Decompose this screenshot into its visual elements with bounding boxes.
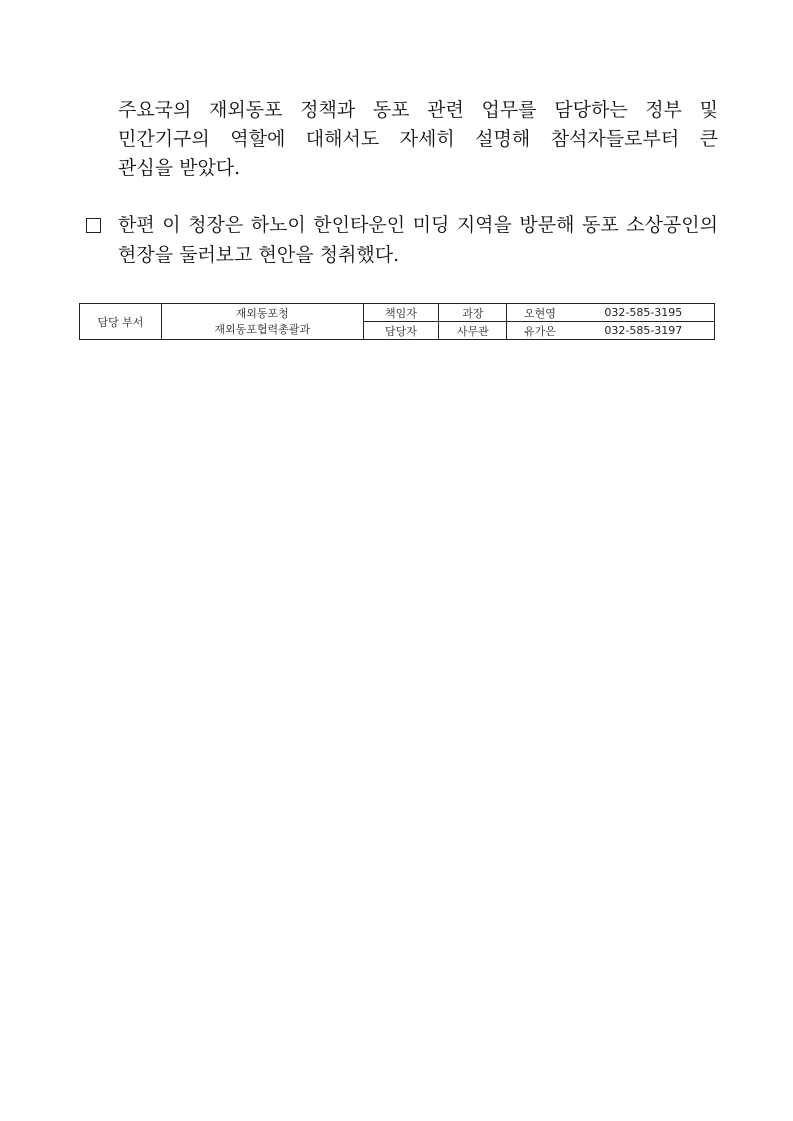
dept-name-cell	[161, 304, 363, 340]
person-name-cell: 오현영	[507, 304, 573, 322]
position-cell: 과장	[439, 304, 507, 322]
phone-cell: 032-585-3197	[573, 322, 715, 340]
dept-team: 재외동포협력총괄과	[214, 322, 311, 336]
paragraph-line: 관심을 받았다.	[118, 157, 241, 179]
paragraph-line: 주요국의 재외동포 정책과 동포 관련 업무를 담당하는 정부 및	[118, 99, 718, 121]
role-cell: 책임자	[363, 304, 439, 322]
dept-label-cell: 담당 부서	[80, 304, 162, 340]
paragraph-line: 한편 이 청장은 하노이 한인타운인 미딩 지역을 방문해 동포 소상공인의	[118, 214, 718, 236]
contact-table	[79, 303, 715, 340]
dept-name: 재외동포청	[235, 306, 289, 320]
role-cell: 담당자	[363, 322, 439, 340]
position-cell: 사무관	[439, 322, 507, 340]
paragraph-line: 현장을 둘러보고 현안을 청취했다.	[118, 244, 400, 266]
square-bullet-icon	[86, 218, 101, 233]
phone-cell: 032-585-3195	[573, 304, 715, 322]
table-row	[80, 304, 715, 322]
bullet-paragraph	[86, 211, 718, 271]
paragraph-line: 민간기구의 역할에 대해서도 자세히 설명해 참석자들로부터 큰	[118, 128, 718, 150]
body-paragraph	[118, 96, 718, 183]
person-name-cell: 유가은	[507, 322, 573, 340]
